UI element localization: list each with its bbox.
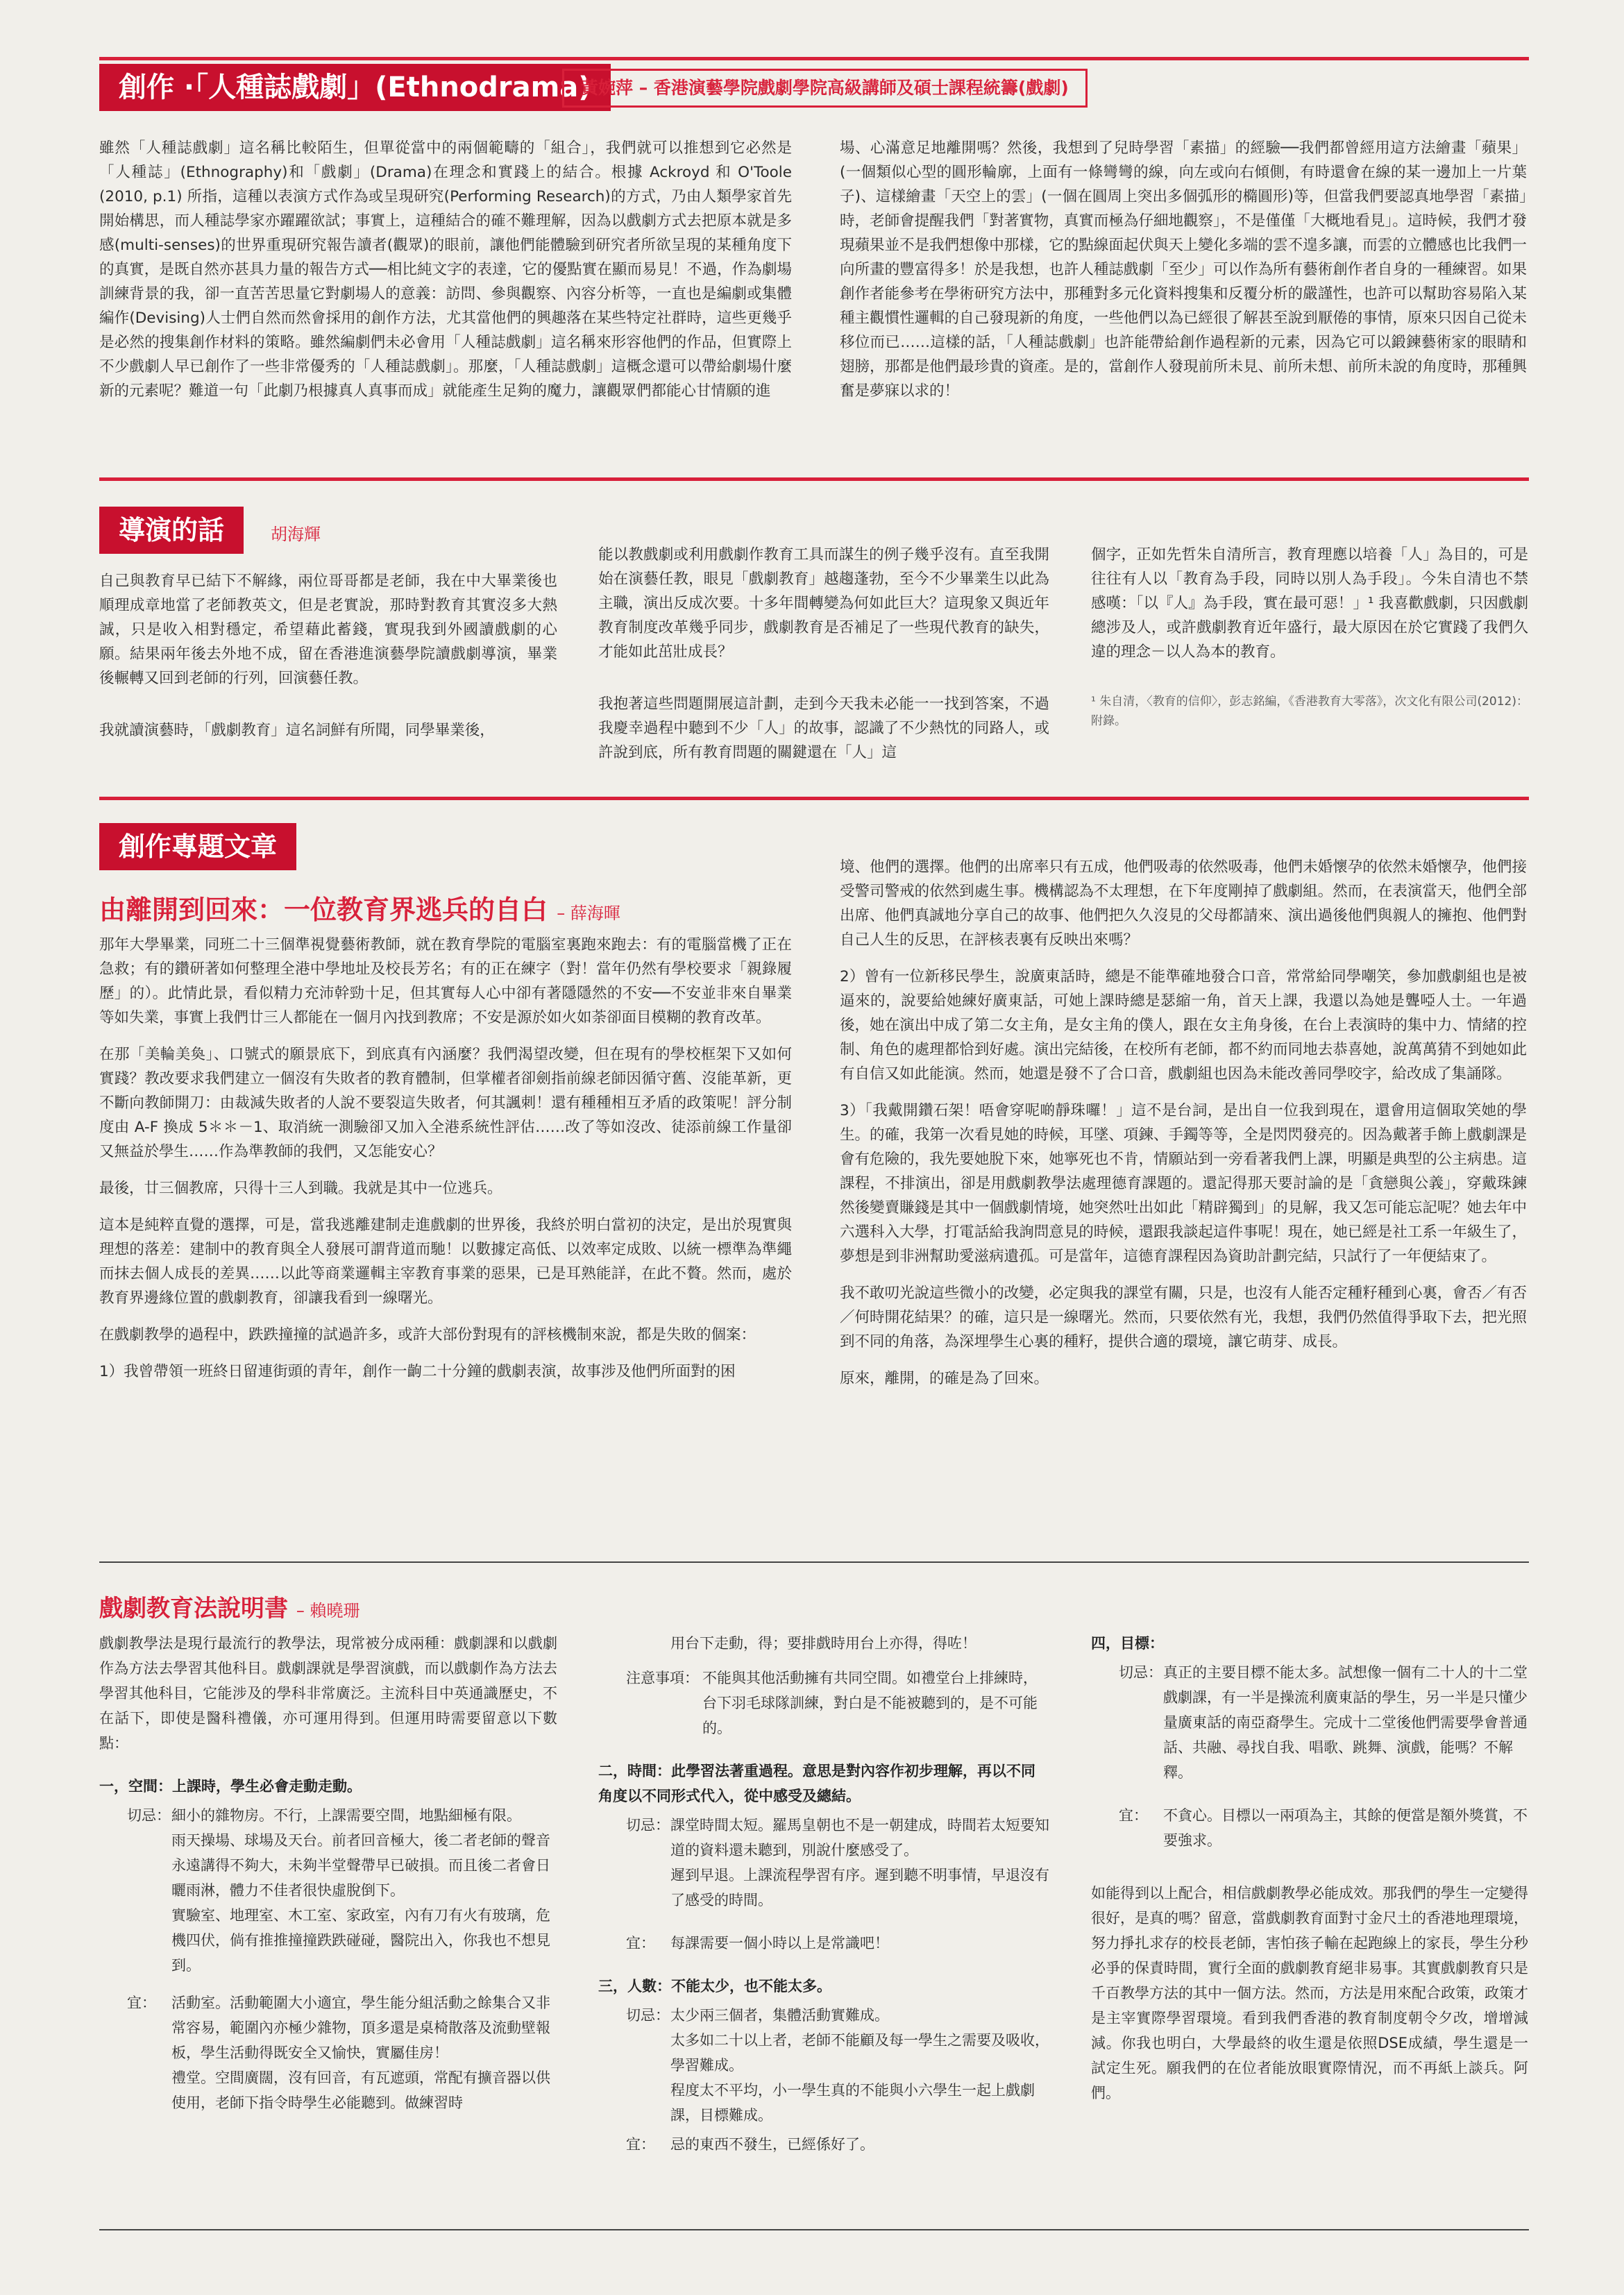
- section4-headline: [99, 1589, 360, 1623]
- section3-left-p1: 那年大學畢業，同班二十三個準視覺藝術教師，就在教育學院的電腦室裏跑來跑去：有的電腦當機了正在急救；有的鑽研著如何整理全港中學地址及校長芳名；有的正在練字（對！當年仍然有學校要求「親錄履歷」的）。此情此景，看似精力充沛幹勁十足，但其實每人心中卻有著隱隱然的不安──不安並非來自畢業等如失業，事實上我們廿三人都能在一個月內找到教席；不安是源於如火如荼卻面目模糊的教育改革。: [99, 936, 792, 1026]
- section2-col1: [99, 569, 557, 755]
- section3-left-p2: 在那「美輪美奐」、口號式的願景底下，到底真有內涵麼？我們渴望改變，但在現有的學校框架下又如何實踐？教改要求我們建立一個沒有失敗者的教育體制，但掌權者卻劍指前線老師因循守舊、沒能革新，更不斷向教師開刀：由裁減失敗者的人說不要裂這失敗者，何其諷刺！還有種種相互矛盾的政策呢！評分制度由 A-F 換成 5＊＊－1、取消統一測驗卻又加入全港系統性評估……改了等如沒改、徒添前線工作量卻又無益於學生……作為準教師的我們，又怎能安心？: [99, 1046, 792, 1160]
- section4-point2-avoid-label: 切忌：: [626, 1817, 670, 1834]
- section2-col1-p1: 自己與教育早已結下不解緣，兩位哥哥都是老師，我在中大畢業後也順理成章地當了老師教英文，但是老實說，那時對教育其實沒多大熱誠，只是收入相對穩定，希望藉此蓄錢，實現我到外國讀戲劇的心願。結果兩年後去外地不成，留在香港進演藝學院讀戲劇導演，畢業後輾轉又回到老師的行列，回演藝任教。: [99, 573, 557, 687]
- section4-point2-suit-label: 宜：: [626, 1935, 655, 1951]
- section3-left-p5: 在戲劇教學的過程中，跌跌撞撞的試過許多，或許大部份對現有的評核機制來說，都是失敗的個案：: [99, 1326, 756, 1344]
- section2-col3: [1091, 543, 1528, 743]
- section3-right-p4: 我不敢叨光說這些微小的改變，必定與我的課堂有關，只是，也沒有人能否定種籽種到心裏，會否／有否／何時開花結果？的確，這只是一線曙光。然而，只要依然有光，我想，我們仍然值得爭取下去，把光照到不同的角落，為深埋學生心裏的種籽，提供合適的環境，讓它萌芽、成長。: [840, 1285, 1527, 1350]
- section4-closing: 如能得到以上配合，相信戲劇教學必能成效。那我們的學生一定變得很好，是真的嗎？留意，當戲劇教育面對寸金尺土的香港地理環境，努力掙扎求存的校長老師，害怕孩子輸在起跑線上的家長，學生分秒必爭的保責時間，實行全面的戲劇教育絕非易事。其實戲劇教育只是千百教學方法的其中一個方法。然而，方法是用來配合政策，政策才是主宰實際學習環境。看到我們香港的教育制度朝令夕改，增增減減。你我也明白，大學最終的收生還是依照DSE成績，學生還是一試定生死。願我們的在位者能放眼實際情況，而不再紙上談兵。阿們。: [1091, 1885, 1528, 2101]
- section4-point1-suit-text: 活動室。活動範圍大小適宜，學生能分組活動之餘集合又非常容易，範圍內亦極少雜物，頂多還是桌椅散落及流動壁報板，學生活動得既安全又愉快，實屬佳房！ 禮堂。空間廣闊，沒有回音，有瓦遮頭，常配有擴音器以供使用，老師下指令時學生必能聽到。做練習時: [171, 1995, 550, 2111]
- section4-note-text: 不能與其他活動擁有共同空間。如禮堂台上排練時，台下羽毛球隊訓練，對白是不能被聽到的，是不可能的。: [702, 1670, 1038, 1736]
- section3-left-column: [99, 933, 792, 1396]
- section4-col2: [598, 1631, 1049, 2161]
- section4-point4-suit-label: 宜：: [1119, 1807, 1148, 1824]
- section4-headline-text: 戲劇教育法說明書: [99, 1595, 288, 1623]
- section3-author: – 薛海暉: [557, 904, 620, 923]
- section4-point3-suit-label: 宜：: [626, 2136, 655, 2153]
- section4-point1-avoid-label: 切忌：: [127, 1807, 171, 1824]
- section3-right-p3: 3）「我戴開鑽石架！唔會穿呢啲靜珠囉！」這不是台詞，是出自一位我到現在，還會用這個取笑她的學生。的確，我第一次看見她的時候，耳墜、項鍊、手鐲等等，全是閃閃發亮的。因為戴著手飾上戲劇課是會有危險的，我先要她脫下來，她寧死也不肯，情願站到一旁看著我們上課，明顯是典型的公主病患。這課程，不排演出，卻是用戲劇教學法處理德育課題的。還記得那天要討論的是「貪戀與公義」，穿戴珠鍊然後變賣賺錢是其中一個戲劇情境，她突然吐出如此「精辟獨到」的見解，我又怎可能忘記呢？她去年中六選科入大學，打電話給我詢問意見的時候，還跟我談起這件事呢！現在，她已經是社工系一年級生了，夢想是到非洲幫助愛滋病遺孤。可是當年，這德育課程因為資助計劃完結，只試行了一年便結束了。: [840, 1102, 1527, 1265]
- section3-headline: [99, 888, 620, 926]
- section4-col2-top-text: 用台下走動，得；要排戲時用台上亦得，得咗！: [670, 1635, 976, 1652]
- section4-point2-heading: 二，時間：此學習法著重過程。意思是對內容作初步理解，再以不同角度以不同形式代入，從中感受及總結。: [598, 1763, 1035, 1804]
- section3-left-p6: 1）我曾帶領一班終日留連街頭的青年，創作一齣二十分鐘的戲劇表演，故事涉及他們所面對的困: [99, 1363, 736, 1380]
- section1-top-rule: [99, 57, 1529, 60]
- section4-note: [598, 1666, 1049, 1741]
- page-bottom-rule: [99, 2229, 1529, 2230]
- section2-col2: [598, 543, 1049, 777]
- section2-footnote: ¹ 朱自清，〈教育的信仰〉，彭志銘編，《香港教育大零落》，次文化有限公司(2012)：附錄。: [1091, 695, 1528, 728]
- section4-point3-suit-text: 忌的東西不發生，已經係好了。: [670, 2136, 874, 2153]
- section4-point3-avoid-text: 太少兩三個者，集體活動實難成。 太多如二十以上者，老師不能顧及每一學生之需要及吸收，學習難成。 程度太不平均，小一學生真的不能與小六學生一起上戲劇課，目標難成。: [670, 2007, 1049, 2124]
- section4-point1-avoid: [99, 1803, 557, 1978]
- section2-author: 胡海輝: [271, 525, 321, 544]
- section4-point4-avoid-label: 切忌：: [1119, 1664, 1162, 1681]
- section4-point1-heading: 一，空間：上課時，學生必會走動走動。: [99, 1778, 362, 1795]
- section4-point2-suit: [598, 1931, 1049, 1956]
- section3-left-p4: 這本是純粹直覺的選擇，可是，當我逃離建制走進戲劇的世界後，我終於明白當初的決定，是出於現實與理想的落差：建制中的教育與全人發展可謂背道而馳！以數據定高低、以效率定成敗、以統一標準為準繩而抹去個人成長的差異……以此等商業邏輯主宰教育事業的惡果，已是耳熟能詳，在此不贅。然而，處於教育界邊緣位置的戲劇教育，卻讓我看到一線曙光。: [99, 1217, 792, 1307]
- section2-top-rule: [99, 477, 1529, 481]
- section2-col1-p2: 我就讀演藝時，「戲劇教育」這名詞鮮有所聞，同學畢業後，: [99, 722, 495, 739]
- section2-col2-p1: 能以教戲劇或利用戲劇作教育工具而謀生的例子幾乎沒有。直至我開始在演藝任教，眼見「戲劇教育」越趨蓬勃，至今不少畢業生以此為主職，演出反成次要。十多年間轉變為何如此巨大？這現象又與近年教育制度改革幾乎同步，戲劇教育是否補足了一些現代教育的缺失，才能如此茁壯成長？: [598, 546, 1049, 661]
- section4-point2-avoid-text: 課堂時間太短。羅馬皇朝也不是一朝建成，時間若太短要知道的資料還未聽到，別說什麼感受了。 遲到早退。上課流程學習有序。遲到聽不明事情，早退沒有了感受的時間。: [670, 1817, 1049, 1908]
- section3-left-p3: 最後，廿三個教席，只得十三人到職。我就是其中一位逃兵。: [99, 1180, 502, 1197]
- section4-point3-avoid: [598, 2003, 1049, 2128]
- section4-col2-indent: [598, 1631, 670, 1656]
- section4-point4-avoid: [1091, 1660, 1528, 1785]
- section1-byline: 黃婉萍 – 香港演藝學院戲劇學院高級講師及碩士課程統籌(戲劇): [562, 69, 1088, 108]
- section3-right-p2: 2）曾有一位新移民學生，說廣東話時，總是不能準確地發合口音，常常給同學嘲笑，參加戲劇組也是被逼來的，說要給她練好廣東話，可她上課時總是瑟縮一角，首天上課，我還以為她是聾啞人士。一年過後，她在演出中成了第二女主角，是女主角的僕人，跟在女主角身後，在台上表演時的集中力、情緒的控制、角色的處理都恰到好處。演出完結後，在校所有老師，都不約而同地去恭喜她，說萬萬猜不到她如此有自信又如此能演。然而，她還是發不了合口音，戲劇組也因為未能改善同學咬字，給改成了集誦隊。: [840, 968, 1527, 1083]
- section4-point1-suit-label: 宜：: [127, 1995, 156, 2011]
- section4-point3-heading: 三，人數：不能太少，也不能太多。: [598, 1978, 831, 1995]
- section4-top-rule: [99, 1561, 1529, 1563]
- section4-point4-heading: 四，目標：: [1091, 1635, 1164, 1652]
- section4-point3-avoid-label: 切忌：: [626, 2007, 670, 2024]
- section2-title: 導演的話: [99, 507, 244, 554]
- section4-point2-avoid: [598, 1813, 1049, 1913]
- section4-intro: 戲劇教學法是現行最流行的教學法，現常被分成兩種：戲劇課和以戲劇作為方法去學習其他科目。戲劇課就是學習演戲，而以戲劇作為方法去學習其他科目，它能涉及的學科非常廣泛。主流科目中英通識歷史，不在話下，即使是醫科禮儀，亦可運用得到。但運用時需要留意以下數點：: [99, 1635, 557, 1752]
- section1-right-text: 場、心滿意足地離開嗎？然後，我想到了兒時學習「素描」的經驗──我們都曾經用這方法繪畫「蘋果」(一個類似心型的圓形輪廓，上面有一條彎彎的線，向左或向右傾側，有時還會在線的某一邊加上一片葉子)、這樣繪畫「天空上的雲」(一個在圓周上突出多個弧形的橢圓形)等，但當我們要認真地學習「素描」時，老師會提醒我們「對著實物，真實而極為仔細地觀察」，不是僅僅「大概地看見」。這時候，我們才發現蘋果並不是我們想像中那樣，它的點線面起伏與天上變化多端的雲不遑多讓，而雲的立體感也比我們一向所畫的豐富得多！於是我想，也許人種誌戲劇「至少」可以作為所有藝術創作者自身的一種練習。如果創作者能參考在學術研究方法中，那種對多元化資料搜集和反覆分析的嚴謹性，也許可以幫助容易陷入某種主觀慣性邏輯的自己發現新的角度，一些他們以為已經很了解甚至說到厭倦的事情，原來只因自己從未移位而已……這樣的話，「人種誌戲劇」也許能帶給創作過程新的元素，因為它可以鍛鍊藝術家的眼睛和翅膀，那都是他們最珍貴的資產。是的，當創作人發現前所未見、前所未想、前所未說的角度時，那種興奮是夢寐以求的！: [840, 139, 1527, 400]
- section2-col3-p1: 個字，正如先哲朱自清所言，教育理應以培養「人」為目的，可是往往有人以「教育為手段，同時以別人為手段」。今朱自清也不禁感嘆：「以『人』為手段，實在最可惡！」¹ 我喜歡戲劇，只因戲劇總涉及人，或許戲劇教育近年盛行，最大原因在於它實踐了我們久違的理念－以人為本的教育。: [1091, 546, 1528, 661]
- section3-right-p5: 原來，離開，的確是為了回來。: [840, 1370, 1049, 1387]
- section4-point1-avoid-text: 細小的雜物房。不行，上課需要空間，地點細極有限。 雨天操場、球場及天台。前者回音極大，後二者老師的聲音永遠講得不夠大，未夠半堂聲帶早已破損。而且後二者會日曬雨淋，體力不佳者很快虛脫倒下。 實驗室、地理室、木工室、家政室，內有刀有火有玻璃，危機四伏，倘有推推撞撞跌跌碰碰，醫院出入，你我也不想見到。: [171, 1807, 550, 1974]
- section3-right-column: [840, 855, 1527, 1403]
- section4-point4-avoid-text: 真正的主要目標不能太多。試想像一個有二十人的十二堂戲劇課，有一半是操流利廣東話的學生，另一半是只懂少量廣東話的南亞裔學生。完成十二堂後他們需要學會普通話、共融、尋找自我、唱歌、跳舞、演戲，能嗎？不解釋。: [1163, 1664, 1528, 1781]
- section1-left-column: [99, 136, 792, 416]
- section1-right-column: [840, 136, 1527, 416]
- section4-note-label: 注意事項：: [626, 1670, 699, 1686]
- section4-point2-suit-text: 每課需要一個小時以上是常識吧！: [670, 1935, 889, 1951]
- section1-title: 創作 ·「人種誌戲劇」(Ethnodrama): [99, 64, 611, 111]
- section4-point3-suit: [598, 2132, 1049, 2157]
- section2-col2-p2: 我抱著這些問題開展這計劃，走到今天我未必能一一找到答案，不過我慶幸過程中聽到不少「人」的故事，認識了不少熱忱的同路人，或許說到底，所有教育問題的關鍵還在「人」這: [598, 695, 1049, 761]
- section4-point4-suit: [1091, 1803, 1528, 1853]
- section1-left-text: 雖然「人種誌戲劇」這名稱比較陌生，但單從當中的兩個範疇的「組合」，我們就可以推想到它必然是「人種誌」(Ethnography)和「戲劇」(Drama)在理念和實踐上的結合。根據 Ackroyd 和 O'Toole (2010, p.1) 所指，這種以表演方式作為或呈現研究(Performing Research)的方式，乃由人類學家首先開始構思，而人種誌學家亦躍躍欲試；事實上，這種結合的確不難理解，因為以戲劇方式去把原本就是多感(multi-senses)的世界重現研究報告讀者(觀眾)的眼前，讓他們能體驗到研究者所欲呈現的某種角度下的真實，是既自然亦甚具力量的報告方式──相比純文字的表達，它的優點實在顯而易見！不過，作為劇場訓練背景的我，卻一直苦苦思量它對劇場人的意義：訪問、參與觀察、內容分析等，一直也是編劇或集體編作(Devising)人士們自然而然會採用的創作方法，尤其當他們的興趣落在某些特定社群時，這些更幾乎是必然的搜集創作材料的策略。雖然編劇們未必會用「人種誌戲劇」這名稱來形容他們的作品，但實際上不少戲劇人早已創作了一些非常優秀的「人種誌戲劇」。那麼，「人種誌戲劇」這概念還可以帶給劇場什麼新的元素呢？難道一句「此劇乃根據真人真事而成」就能產生足夠的魔力，讓觀眾們都能心甘情願的進: [99, 139, 792, 400]
- section4-author: – 賴曉珊: [296, 1601, 360, 1620]
- section4-col1: [99, 1631, 557, 2119]
- section3-title: 創作專題文章: [99, 823, 296, 870]
- section3-right-p1: 境、他們的選擇。他們的出席率只有五成，他們吸毒的依然吸毒，他們未婚懷孕的依然未婚懷孕，他們接受警司警戒的依然到處生事。機構認為不太理想，在下年度剛掉了戲劇組。然而，在表演當天，他們全部出席、他們真誠地分享自己的故事、他們把久久沒見的父母都請來、演出過後他們與親人的擁抱、他們對自己人生的反思，在評核表裏有反映出來嗎？: [840, 858, 1527, 949]
- section3-headline-text: 由離開到回來：一位教育界逃兵的自白: [99, 895, 548, 925]
- section4-point4-suit-text: 不貪心。目標以一兩項為主，其餘的便當是額外獎賞，不要強求。: [1163, 1807, 1528, 1849]
- section4-point1-suit: [99, 1990, 557, 2115]
- section4-col3: [1091, 1631, 1528, 2112]
- section3-top-rule: [99, 797, 1529, 800]
- section4-col2-top: [598, 1631, 1049, 1656]
